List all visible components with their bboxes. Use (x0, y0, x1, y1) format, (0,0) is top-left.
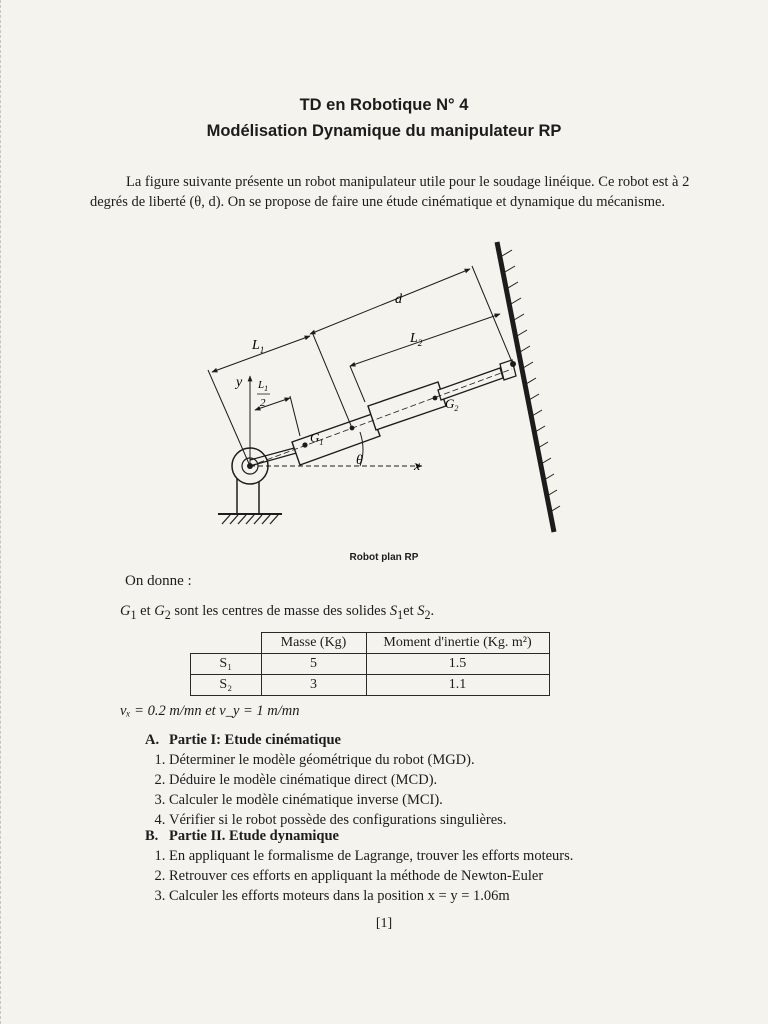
list-item: 3. Calculer les efforts moteurs dans la position x = y = 1.06m (169, 886, 573, 906)
link-2 (438, 360, 516, 400)
label-y-axis: y (236, 375, 243, 390)
table-header-row (191, 633, 550, 654)
list-item: 4. Vérifier si le robot possède des configurations singulières. (169, 810, 506, 830)
solid-cell: S₂ (191, 675, 262, 696)
part-b-heading: B. Partie II. Etude dynamique (145, 828, 339, 844)
table-row (191, 654, 550, 675)
centre-line (250, 369, 512, 466)
g1-point (302, 442, 307, 447)
g2-point (433, 396, 438, 401)
header-inertia: Moment d'inertie (Kg. m²) (366, 633, 549, 654)
part-b (145, 826, 573, 906)
page-edge (0, 0, 3, 1024)
intro-text: La figure suivante présente un robot manipulateur utile pour le soudage linéique. Ce robot est à 2 degrés de liberté (θ, d). On se propose de faire une étude cinématique et dynamique du mécanisme. (90, 174, 690, 210)
velocity-line: vₓ = 0.2 m/mn et v_y = 1 m/mn (120, 703, 300, 719)
intro-paragraph (90, 172, 690, 212)
label-l2: $L_2$ (410, 331, 423, 348)
label-g2: $G_2$ (445, 396, 459, 413)
label-l1: $L_1$ (252, 338, 265, 355)
list-item: 2. Retrouver ces efforts en appliquant la méthode de Newton-Euler (169, 866, 573, 886)
page-number: [1] (375, 916, 393, 931)
document-subtitle: Modélisation Dynamique du manipulateur RP (206, 122, 562, 140)
document-title: TD en Robotique N° 4 (299, 96, 469, 114)
centres-text: sont les centres de masse des solides (174, 603, 387, 619)
list-item: 1. Déterminer le modèle géométrique du robot (MGD). (169, 750, 506, 770)
inertia-cell: 1.1 (366, 675, 549, 696)
part-a-heading: A. Partie I: Etude cinématique (145, 732, 341, 748)
list-item: 1. En appliquant le formalisme de Lagrange, trouver les efforts moteurs. (169, 846, 573, 866)
mass-cell: 5 (261, 654, 366, 675)
properties-table (190, 632, 550, 696)
part-a-list (145, 750, 506, 830)
figure-caption: Robot plan RP (349, 552, 419, 563)
title-block (0, 92, 768, 144)
label-l1-half: $L_1$ (258, 379, 269, 393)
label-theta: θ (356, 453, 363, 468)
part-a (145, 730, 506, 830)
inertia-cell: 1.5 (366, 654, 549, 675)
label-g1: $G_1$ (310, 430, 324, 447)
list-item: 3. Calculer le modèle cinématique inverse (MCI). (169, 790, 506, 810)
label-l1-half-den: 2 (260, 397, 266, 409)
robot-figure (200, 236, 570, 541)
label-x-axis: x (414, 459, 421, 474)
link-1 (250, 382, 446, 466)
wall (497, 242, 560, 532)
given-label: On donne : (125, 573, 192, 589)
mass-cell: 3 (261, 675, 366, 696)
part-b-list (145, 846, 573, 906)
label-d: d (395, 292, 402, 307)
solid-cell: S₁ (191, 654, 262, 675)
centres-sentence: $G_1$ et $G_2$ sont les centres de masse des solides $S_1et$ $S_2$. (120, 603, 435, 622)
table-row (191, 675, 550, 696)
robot-diagram (200, 236, 570, 536)
header-mass: Masse (Kg) (261, 633, 366, 654)
list-item: 2. Déduire le modèle cinématique direct (MCD). (169, 770, 506, 790)
